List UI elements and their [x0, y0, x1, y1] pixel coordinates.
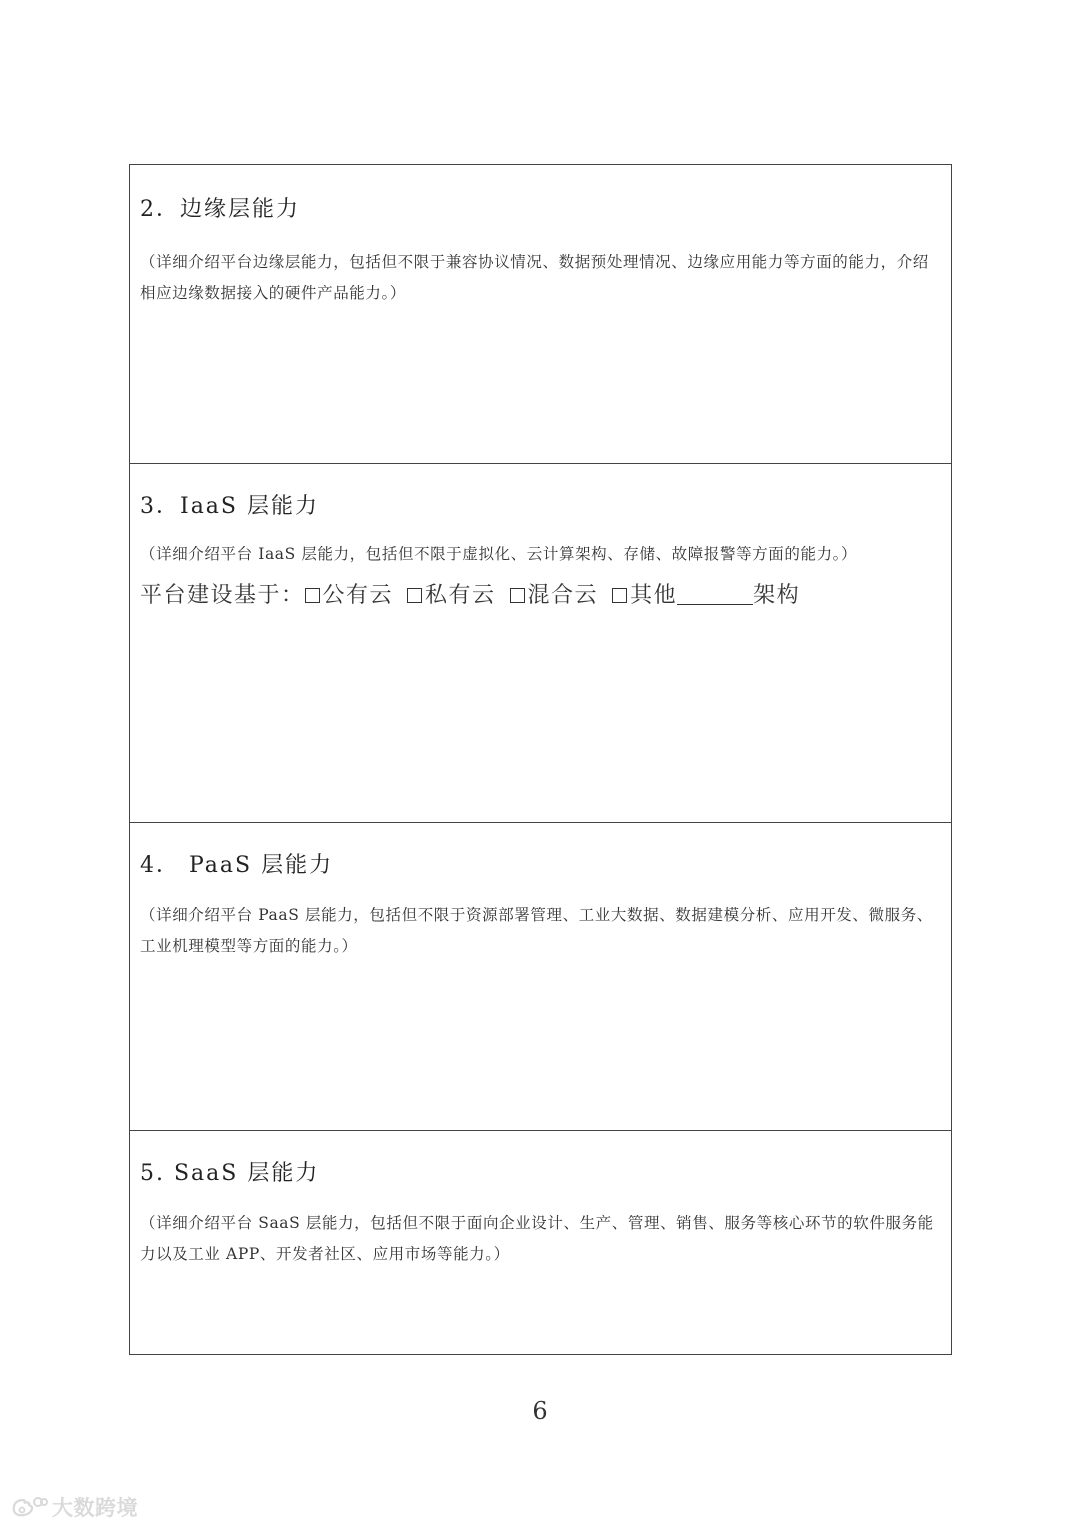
cloud-type-suffix: 架构	[753, 583, 801, 608]
checkbox-icon[interactable]	[510, 588, 525, 603]
cloud-type-prefix: 平台建设基于：	[140, 583, 305, 608]
section-title: 4． PaaS 层能力	[140, 853, 334, 878]
watermark-text: 大数跨境	[52, 1496, 138, 1520]
cloud-type-line	[140, 579, 943, 613]
weibo-logo-icon	[8, 1495, 48, 1519]
section-saas-layer	[130, 1131, 951, 1354]
section-title: 3．IaaS 层能力	[140, 494, 319, 519]
watermark	[8, 1492, 138, 1522]
checkbox-icon[interactable]	[407, 588, 422, 603]
page-number: 6	[532, 1397, 548, 1425]
section-description: （详细介绍平台 IaaS 层能力，包括但不限于虚拟化、云计算架构、存储、故障报警等方面的能力。）	[140, 545, 858, 563]
section-description: （详细介绍平台 PaaS 层能力，包括但不限于资源部署管理、工业大数据、数据建模分析、应用开发、微服务、工业机理模型等方面的能力。）	[140, 906, 933, 955]
section-edge-layer	[130, 165, 951, 464]
section-description: （详细介绍平台 SaaS 层能力，包括但不限于面向企业设计、生产、管理、销售、服务等核心环节的软件服务能力以及工业 APP、开发者社区、应用市场等能力。）	[140, 1214, 934, 1263]
section-paas-layer	[130, 823, 951, 1131]
option-other[interactable]: 其他	[612, 583, 677, 608]
option-hybrid-cloud[interactable]: 混合云	[510, 583, 599, 608]
form-table	[129, 164, 952, 1355]
checkbox-icon[interactable]	[612, 588, 627, 603]
section-title: 2．边缘层能力	[140, 197, 300, 222]
option-private-cloud[interactable]: 私有云	[407, 583, 496, 608]
option-public-cloud[interactable]: 公有云	[305, 583, 394, 608]
checkbox-icon[interactable]	[305, 588, 320, 603]
section-description: （详细介绍平台边缘层能力，包括但不限于兼容协议情况、数据预处理情况、边缘应用能力等方面的能力，介绍相应边缘数据接入的硬件产品能力。）	[140, 253, 929, 302]
section-title: 5. SaaS 层能力	[140, 1161, 320, 1186]
other-blank-field[interactable]	[677, 582, 753, 605]
section-iaas-layer	[130, 464, 951, 823]
